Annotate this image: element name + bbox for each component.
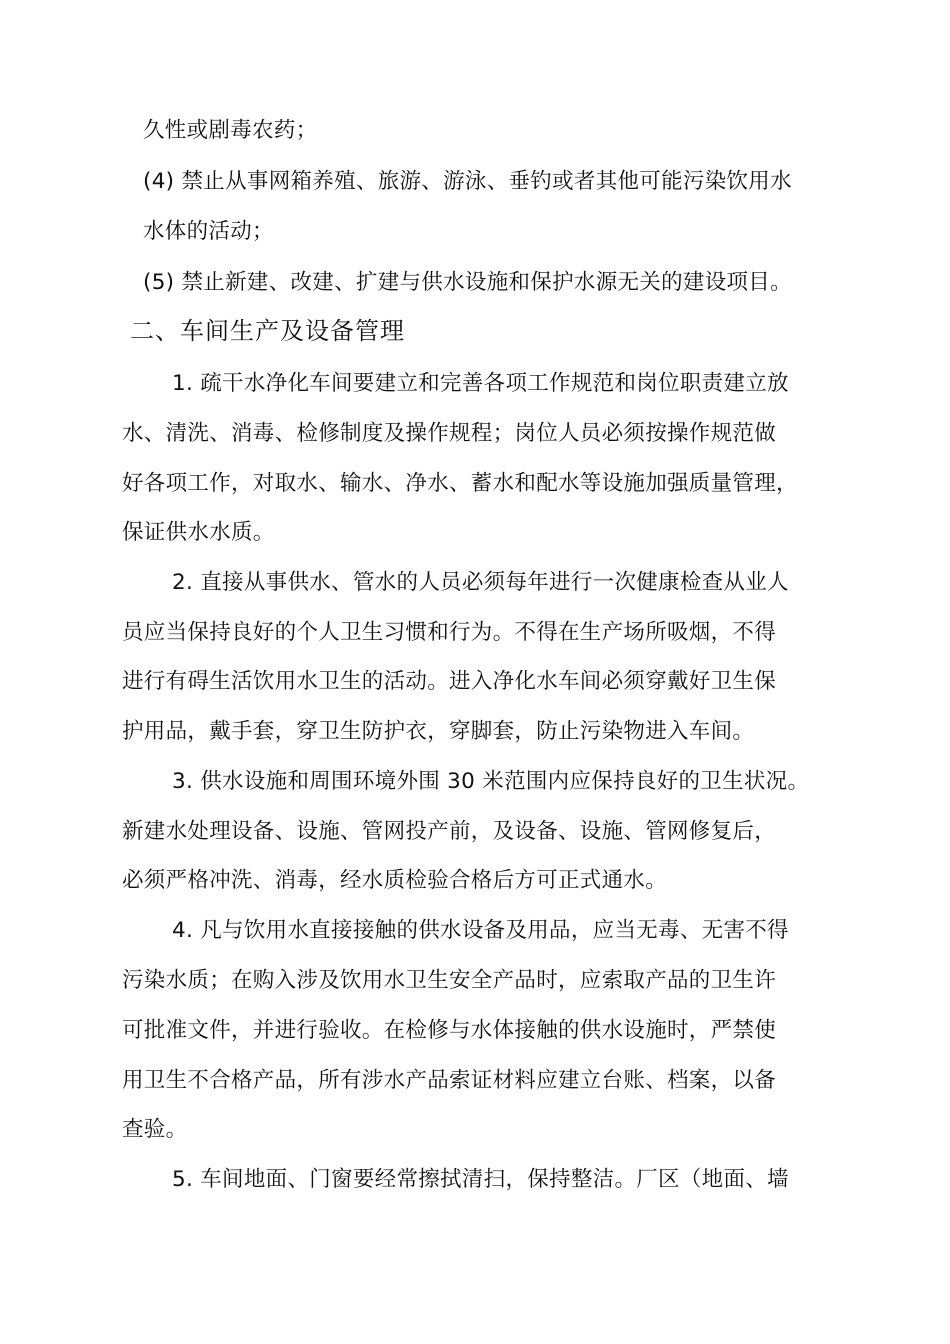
list-item-5: (5) 禁止新建、改建、扩建与供水设施和保护水源无关的建设项目。 <box>143 270 792 295</box>
paragraph-4-line: 用卫生不合格产品，所有涉水产品索证材料应建立台账、档案，以备 <box>122 1068 777 1093</box>
paragraph-2-line: 进行有碍生活饮用水卫生的活动。进入净化水车间必须穿戴好卫生保 <box>122 669 777 694</box>
paragraph-3-line: 3. 供水设施和周围环境外围 30 米范围内应保持良好的卫生状况。 <box>172 769 810 794</box>
paragraph-2-line: 2. 直接从事供水、管水的人员必须每年进行一次健康检查从业人 <box>172 570 789 595</box>
paragraph-1-line: 保证供水水质。 <box>122 520 275 545</box>
paragraph-3-line: 必须严格冲洗、消毒，经水质检验合格后方可正式通水。 <box>122 868 668 893</box>
paragraph-4-line: 可批准文件，并进行验收。在检修与水体接触的供水设施时，严禁使 <box>122 1018 777 1043</box>
paragraph-4-line: 查验。 <box>122 1117 188 1142</box>
paragraph-1-line: 1. 疏干水净化车间要建立和完善各项工作规范和岗位职责建立放 <box>172 371 789 396</box>
paragraph-4-line: 污染水质；在购入涉及饮用水卫生安全产品时，应索取产品的卫生许 <box>122 968 777 993</box>
list-item-4: (4) 禁止从事网箱养殖、旅游、游泳、垂钓或者其他可能污染饮用水 <box>143 169 792 194</box>
text-line: 水体的活动； <box>143 219 274 244</box>
paragraph-2-line: 护用品，戴手套，穿卫生防护衣，穿脚套，防止污染物进入车间。 <box>122 719 755 744</box>
section-heading: 二、车间生产及设备管理 <box>130 317 405 345</box>
paragraph-1-line: 好各项工作，对取水、输水、净水、蓄水和配水等设施加强质量管理， <box>122 471 798 496</box>
paragraph-5-line: 5. 车间地面、门窗要经常擦拭清扫，保持整洁。厂区（地面、墙 <box>172 1167 789 1192</box>
paragraph-4-line: 4. 凡与饮用水直接接触的供水设备及用品，应当无毒、无害不得 <box>172 918 789 943</box>
text-line: 久性或剧毒农药； <box>143 118 318 143</box>
paragraph-1-line: 水、清洗、消毒、检修制度及操作规程；岗位人员必须按操作规范做 <box>122 421 777 446</box>
paragraph-2-line: 员应当保持良好的个人卫生习惯和行为。不得在生产场所吸烟，不得 <box>122 620 777 645</box>
paragraph-3-line: 新建水处理设备、设施、管网投产前，及设备、设施、管网修复后， <box>122 819 777 844</box>
